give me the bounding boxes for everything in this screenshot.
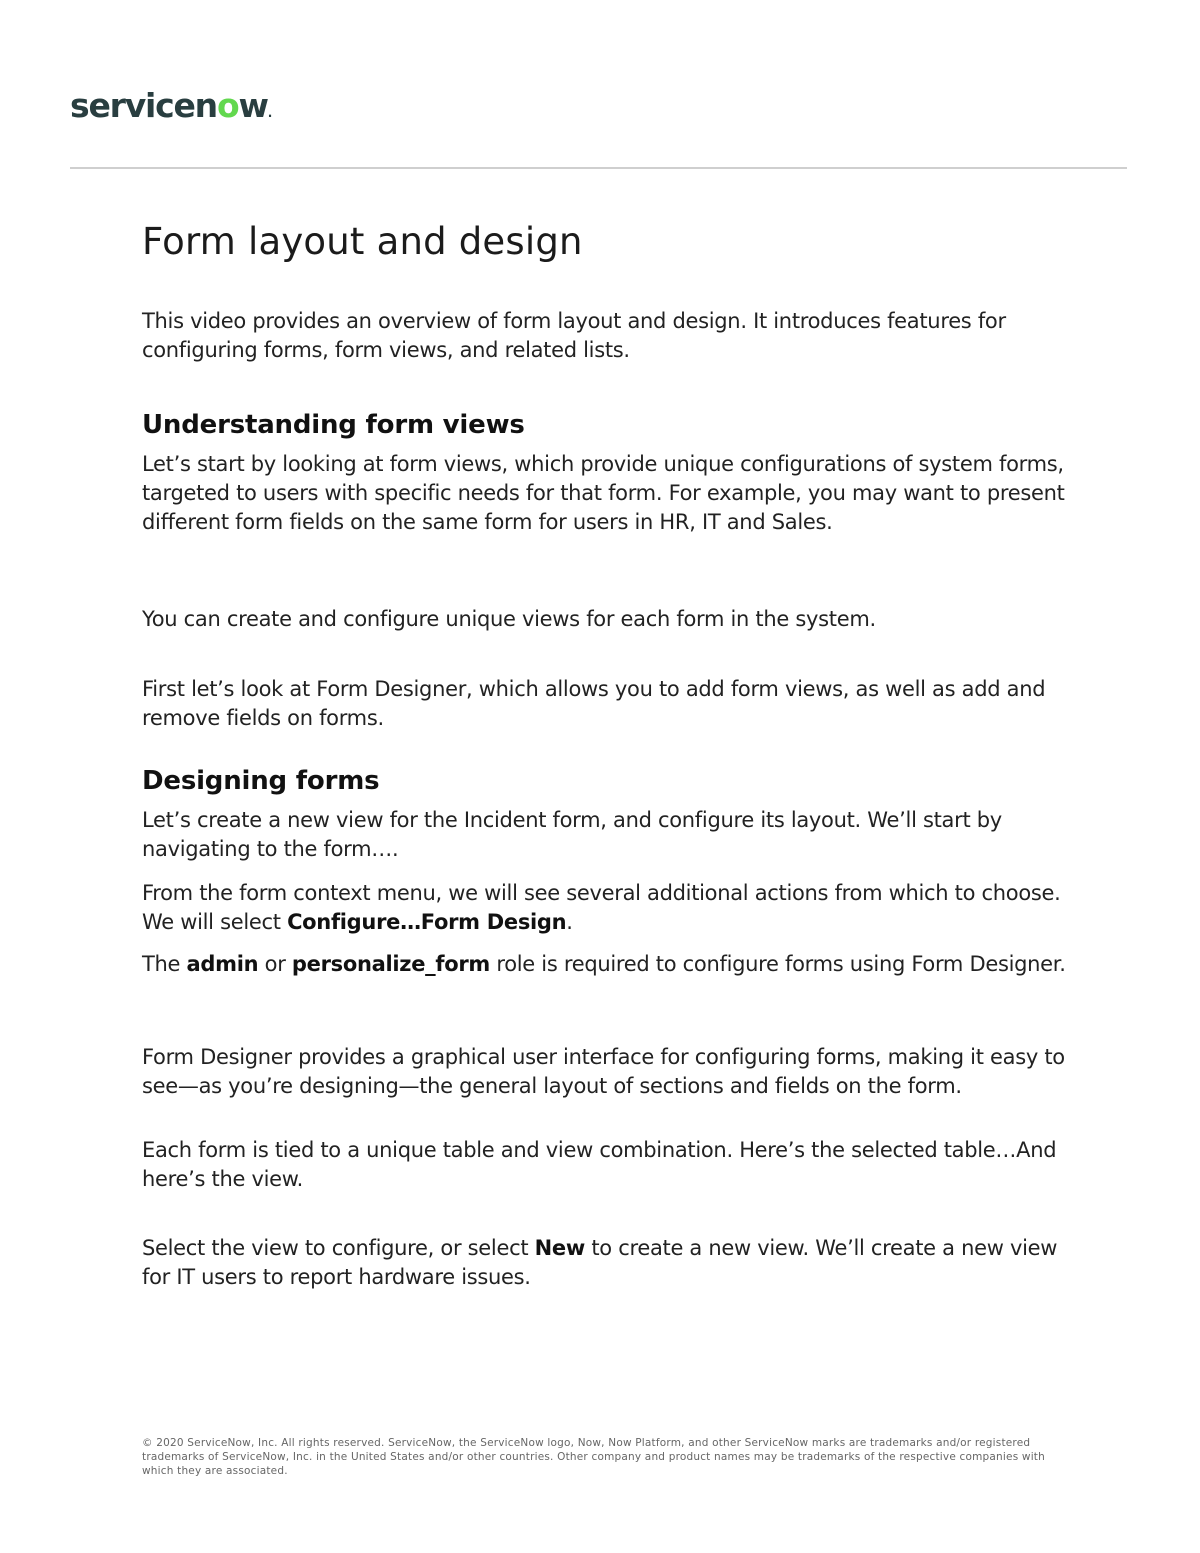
text-span: role is required to configure forms using Form Designer. — [489, 952, 1066, 976]
logo-mark: . — [267, 106, 272, 120]
designing-paragraph-4: Form Designer provides a graphical user interface for configuring forms, making it easy to see—as you’re designing—the general layout of sections and fields on the form. — [142, 1045, 1065, 1098]
designing-paragraph-6 — [142, 1234, 1072, 1292]
intro-paragraph: This video provides an overview of form layout and design. It introduces features for configuring forms, form views, and related lists. — [142, 309, 1006, 362]
text-span: or — [258, 952, 292, 976]
logo-text-end: w — [238, 86, 268, 125]
designing-paragraph-5: Each form is tied to a unique table and view combination. Here’s the selected table…And here’s the view. — [142, 1138, 1057, 1191]
section-heading-designing-forms: Designing forms — [142, 766, 380, 796]
new-option-bold: New — [534, 1236, 585, 1260]
text-span: to create a new view. We’ll create a new view for IT users to report hardware issues. — [142, 1236, 1058, 1289]
section-heading-form-views: Understanding form views — [142, 410, 525, 440]
text-span: The — [142, 952, 187, 976]
form-views-paragraph-1: Let’s start by looking at form views, which provide unique configurations of system forms, targeted to users with specific needs for that form. For example, you may want to present different form fields on the same form for users in HR, IT and Sales. — [142, 452, 1065, 534]
form-views-paragraph-2: You can create and configure unique views for each form in the system. — [142, 607, 876, 631]
designing-paragraph-3 — [142, 947, 1072, 981]
logo-accent-letter: o — [216, 86, 239, 125]
role-admin-bold: admin — [186, 952, 259, 976]
servicenow-logo — [70, 84, 271, 135]
text-span: . — [566, 910, 573, 934]
designing-paragraph-1: Let’s create a new view for the Incident form, and configure its layout. We’ll start by navigating to the form…. — [142, 808, 1002, 861]
form-views-paragraph-3: First let’s look at Form Designer, which allows you to add form views, as well as add and remove fields on forms. — [142, 677, 1046, 730]
menu-path-bold: Configure…Form Design — [287, 910, 567, 934]
logo-text: servicen — [70, 86, 217, 125]
designing-paragraph-2 — [142, 879, 1072, 937]
header-divider — [70, 167, 1127, 169]
text-span: From the form context menu, we will see several additional actions from which to choose. We will select — [142, 881, 1061, 934]
text-span: Select the view to configure, or select — [142, 1236, 535, 1260]
role-personalize-form-bold: personalize_form — [291, 952, 490, 976]
page-title: Form layout and design — [142, 220, 583, 263]
copyright-footer: © 2020 ServiceNow, Inc. All rights reserved. ServiceNow, the ServiceNow logo, Now, Now Platform, and other ServiceNow marks are trademarks and/or registered trademarks of ServiceNow, Inc. in the United States and/or other countries. Other company and product names may be trademarks of the respective companies with which they are associated. — [142, 1437, 1045, 1477]
